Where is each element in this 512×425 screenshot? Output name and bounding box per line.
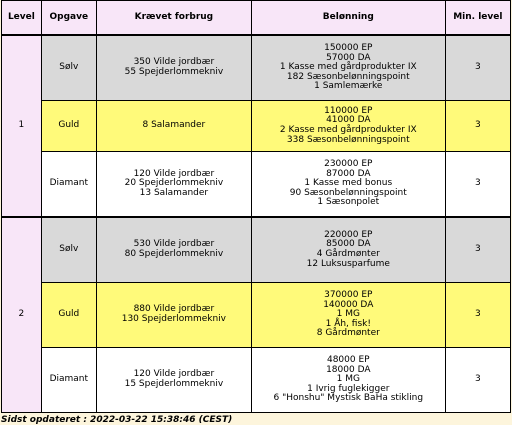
reward-line: 1 Samlemærke xyxy=(314,81,383,92)
reward-line: 150000 EP xyxy=(324,43,373,54)
min-level-cell: 3 xyxy=(445,283,510,348)
reward-line: 1 Sæsonpolet xyxy=(317,197,380,208)
reward-line: 87000 DA xyxy=(326,168,371,179)
reward-line: 12 Luksusparfume xyxy=(306,258,390,269)
header-required: Krævet forbrug xyxy=(96,1,251,36)
required-cell xyxy=(96,283,251,348)
min-level-cell: 3 xyxy=(445,348,510,413)
min-level-cell: 3 xyxy=(445,217,510,283)
reward-line: 1 MG xyxy=(336,309,360,320)
reward-cell xyxy=(251,152,445,218)
reward-line: 48000 EP xyxy=(326,355,370,366)
reward-cell xyxy=(251,35,445,101)
reward-line: 41000 DA xyxy=(326,115,371,126)
task-cell: Diamant xyxy=(41,348,96,413)
table-row xyxy=(2,283,511,348)
task-cell: Sølv xyxy=(41,35,96,101)
reward-line: 230000 EP xyxy=(324,159,373,170)
reward-line: 4 Gårdmønter xyxy=(316,249,380,259)
reward-cell xyxy=(251,217,445,283)
header-task: Opgave xyxy=(41,1,96,36)
reward-line: 1 MG xyxy=(336,374,360,385)
reward-line: 8 Gårdmønter xyxy=(316,328,380,339)
reward-line: 18000 DA xyxy=(326,364,371,375)
min-level-cell: 3 xyxy=(445,101,510,152)
header-min-level: Min. level xyxy=(445,1,510,36)
reward-line: 1 Kasse med gårdprodukter IX xyxy=(279,62,417,73)
required-cell xyxy=(96,35,251,101)
required-line: 15 Spejderlommekniv xyxy=(124,379,224,389)
required-line: 8 Salamander xyxy=(142,120,206,131)
reward-line: 85000 DA xyxy=(326,239,371,250)
task-cell: Sølv xyxy=(41,217,96,283)
reward-line: 57000 DA xyxy=(326,52,371,63)
reward-cell xyxy=(251,101,445,152)
header-level: Level xyxy=(2,1,42,36)
reward-cell xyxy=(251,283,445,348)
level-cell: 2 xyxy=(2,217,42,413)
reward-line: 182 Sæsonbelønningspoint xyxy=(286,71,410,82)
reward-line: 338 Sæsonbelønningspoint xyxy=(286,134,410,145)
table-row xyxy=(2,217,511,283)
reward-table xyxy=(1,0,511,413)
required-line: 55 Spejderlommekniv xyxy=(124,67,224,77)
required-line: 530 Vilde jordbær xyxy=(133,239,215,250)
required-cell xyxy=(96,217,251,283)
min-level-cell: 3 xyxy=(445,152,510,218)
table-row xyxy=(2,348,511,413)
required-line: 880 Vilde jordbær xyxy=(133,304,215,315)
task-cell: Diamant xyxy=(41,152,96,218)
required-line: 13 Salamander xyxy=(139,187,209,198)
table-row xyxy=(2,35,511,101)
table-row xyxy=(2,101,511,152)
table-row xyxy=(2,152,511,218)
header-row xyxy=(2,1,511,36)
task-cell: Guld xyxy=(41,101,96,152)
task-cell: Guld xyxy=(41,283,96,348)
required-line: 130 Spejderlommekniv xyxy=(121,314,227,324)
level-cell: 1 xyxy=(2,35,42,217)
reward-line: 90 Sæsonbelønningspoint xyxy=(289,187,407,198)
required-cell xyxy=(96,101,251,152)
reward-line: 220000 EP xyxy=(324,229,373,240)
reward-line: 110000 EP xyxy=(324,105,373,116)
required-line: 120 Vilde jordbær xyxy=(133,168,215,179)
reward-line: 6 "Honshu" Mystisk BaHa stikling xyxy=(273,393,424,404)
last-updated-text: Sidst opdateret : 2022-03-22 15:38:46 (CEST) xyxy=(1,415,233,425)
reward-line: 1 Ivrig fuglekigger xyxy=(307,383,390,394)
header-reward: Belønning xyxy=(251,1,445,36)
required-line: 120 Vilde jordbær xyxy=(133,369,215,380)
reward-cell xyxy=(251,348,445,413)
min-level-cell: 3 xyxy=(445,35,510,101)
required-line: 20 Spejderlommekniv xyxy=(124,178,224,189)
reward-line: 2 Kasse med gårdprodukter IX xyxy=(279,125,417,135)
reward-line: 370000 EP xyxy=(324,290,373,301)
required-cell xyxy=(96,152,251,218)
required-cell xyxy=(96,348,251,413)
required-line: 350 Vilde jordbær xyxy=(133,57,215,68)
reward-line: 140000 DA xyxy=(323,299,374,310)
reward-line: 1 Kasse med bonus xyxy=(304,178,393,189)
required-line: 80 Spejderlommekniv xyxy=(124,249,224,259)
reward-line: 1 Åh, fisk! xyxy=(325,318,371,329)
